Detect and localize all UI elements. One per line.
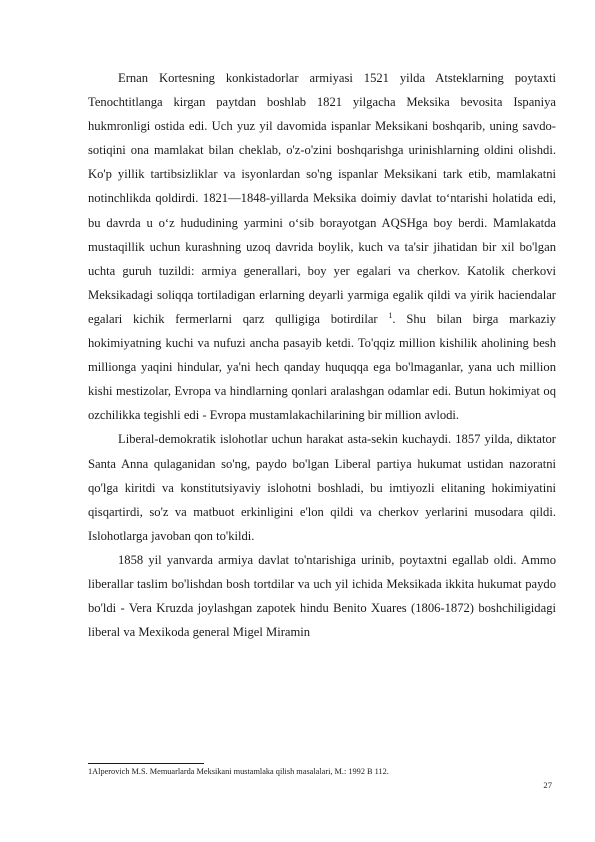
paragraph-2: Liberal-demokratik islohotlar uchun harakat asta-sekin kuchaydi. 1857 yilda, diktator Santa Anna qulaganidan so'ng, paydo bo'lgan Liberal partiya hukumat ustidan nazoratni qo'lga kiritdi va konstitutsiyaviy islohotni boshladi, bu imtiyozli elitaning hokimiyatini qisqartirdi, so'z va matbuot erkinligini e'lon qildi va cherkov yerlarini musodara qildi. Islohotlarga javoban qon to'kildi. [88, 432, 556, 543]
footnote-divider [88, 763, 204, 764]
footnote-reference: 1 [388, 310, 393, 320]
paragraph-1-text-before: Ernan Kortesning konkistadorlar armiyasi 1521 yilda Atsteklarning poytaxti Tenochtitlanga kirgan paytdan boshlab 1821 yilgacha Meksika bevosita Ispaniya hukmronligi ostida edi. Uch yuz yil davomida ispanlar Meksikani boshqarib, uning savdo-sotiqini ona mamlakat bilan cheklab, o'z-o'zini boshqarishga urinishlarning oldini olishdi. Ko'p yillik tartibsizliklar va isyonlardan so'ng ispanlar Meksikani tark etib, mamlakatni notinchlikda qoldirdi. 1821—1848-yillarda Meksika doimiy davlat to‘ntarishi holatida edi, bu davrda u o‘z hududining yarmini o‘sib borayotgan AQSHga boy berdi. Mamlakatda mustaqillik uchun kurashning uzoq davrida boylik, kuch va ta'sir jihatidan bir xil bo'lgan uchta guruh tuzildi: armiya generallari, boy yer egalari va cherkov. Katolik cherkovi Meksikadagi soliqqa tortiladigan erlarning deyarli yarmiga egalik qildi va yirik haciendalar egalari kichik fermerlarni qarz qulligiga botirdilar [88, 71, 556, 326]
page-number: 27 [543, 780, 552, 790]
document-body [88, 66, 556, 644]
footnote-text: 1Alperovich M.S. Memuarlarda Meksikani mustamlaka qilish masalalari, M.: 1992 B 112. [88, 767, 389, 776]
paragraph-1 [88, 66, 556, 427]
paragraph-1-text-after: . Shu bilan birga markaziy hokimiyatning kuchi va nufuzi ancha pasayib ketdi. To'qqiz million kishilik aholining besh millionga yaqini hindular, ya'ni hech qanday huquqqa ega bo'lmaganlar, yana uch million kishi mestizolar, Evropa va hindlarning qonlari aralashgan odamlar edi. Butun hokimiyat oq ozchilikka tegishli edi - Evropa mustamlakachilarining bir million avlodi. [88, 311, 556, 423]
paragraph-3: 1858 yil yanvarda armiya davlat to'ntarishiga urinib, poytaxtni egallab oldi. Ammo liberallar taslim bo'lishdan bosh tortdilar va uch yil ichida Meksikada ikkita hukumat paydo bo'ldi - Vera Kruzda joylashgan zapotek hindu Benito Xuares (1806-1872) boshchiligidagi liberal va Mexikoda general Migel Miramin [88, 552, 556, 640]
